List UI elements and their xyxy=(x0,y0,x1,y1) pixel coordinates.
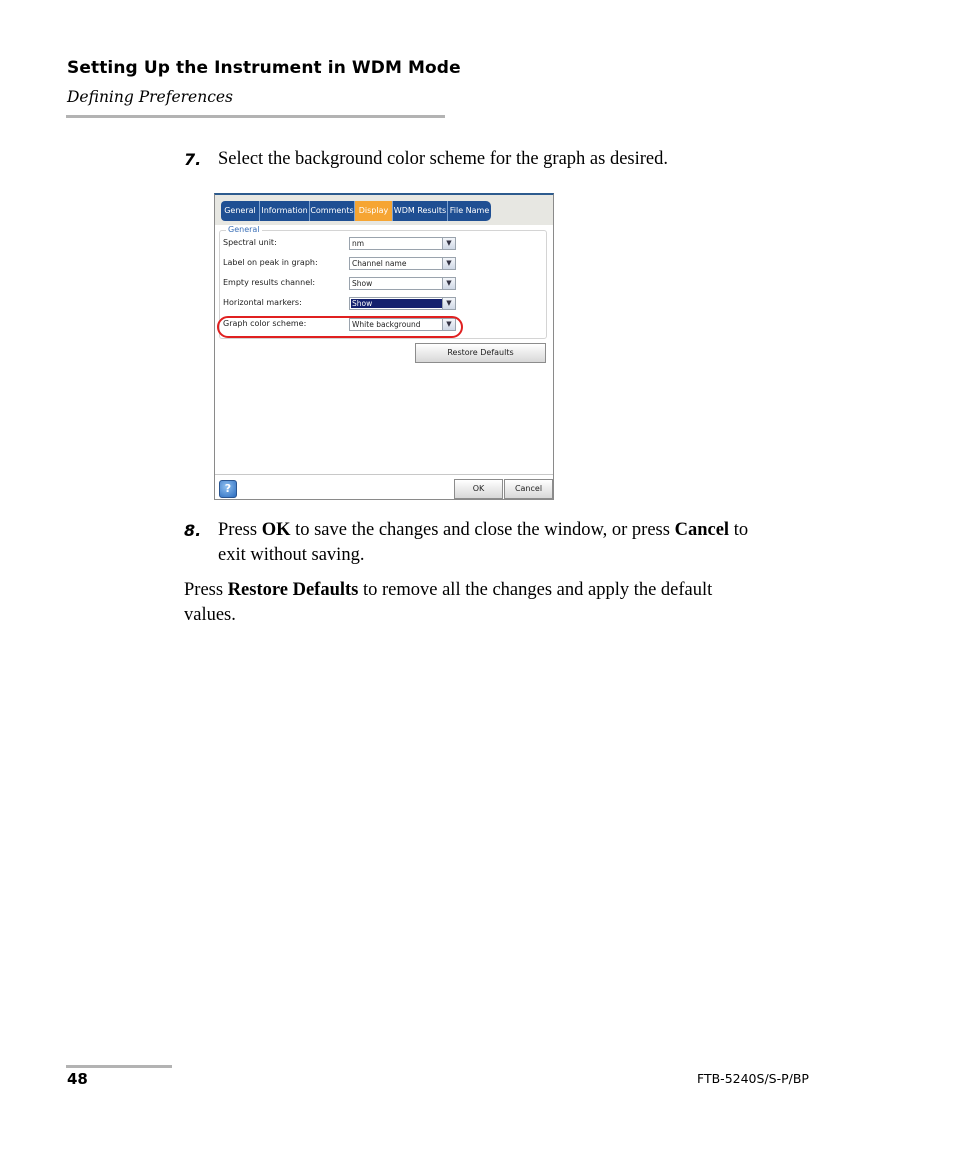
note-text-1: Press xyxy=(184,580,228,600)
chevron-down-icon[interactable]: ▼ xyxy=(442,319,455,330)
step-8-text-3: to xyxy=(729,520,749,540)
step-8-text-2: to save the changes and close the window, or press xyxy=(290,520,675,540)
footer-divider xyxy=(66,1065,172,1068)
red-highlight-oval xyxy=(217,316,463,338)
step-8-text xyxy=(218,518,838,567)
ok-button[interactable]: OK xyxy=(454,479,503,499)
horizontal-markers-value: Show xyxy=(352,299,373,308)
ok-emphasis: OK xyxy=(261,520,291,540)
cancel-button[interactable]: Cancel xyxy=(504,479,553,499)
chevron-down-icon[interactable]: ▼ xyxy=(442,298,455,309)
tab-information[interactable]: Information xyxy=(260,201,310,221)
step-8-number: 8. xyxy=(184,521,202,540)
step-8-text-4: exit without saving. xyxy=(218,544,365,565)
restore-defaults-emphasis: Restore Defaults xyxy=(227,580,359,600)
label-on-peak-value: Channel name xyxy=(352,259,407,268)
restore-defaults-note xyxy=(184,578,824,627)
step-7-text: Select the background color scheme for the graph as desired. xyxy=(218,149,668,169)
empty-results-channel-value: Show xyxy=(352,279,373,288)
header-divider xyxy=(66,115,445,118)
tab-display[interactable]: Display xyxy=(355,201,393,221)
tab-general[interactable]: General xyxy=(221,201,260,221)
preferences-dialog xyxy=(214,193,554,500)
tab-wdm-results[interactable]: WDM Results xyxy=(393,201,448,221)
chevron-down-icon[interactable]: ▼ xyxy=(442,258,455,269)
page-number: 48 xyxy=(67,1070,88,1088)
step-8-text-1: Press xyxy=(218,520,262,540)
horizontal-markers-label: Horizontal markers: xyxy=(223,298,302,307)
spectral-unit-label: Spectral unit: xyxy=(223,238,277,247)
help-icon[interactable]: ? xyxy=(219,480,237,498)
note-text-2: to remove all the changes and apply the default xyxy=(358,580,713,600)
tab-comments[interactable]: Comments xyxy=(310,201,355,221)
dialog-footer-divider xyxy=(215,474,553,475)
step-7-number: 7. xyxy=(184,150,202,169)
tab-file-name[interactable]: File Name xyxy=(448,201,491,221)
spectral-unit-select[interactable] xyxy=(349,237,456,250)
graph-color-scheme-label: Graph color scheme: xyxy=(223,319,307,328)
empty-results-channel-select[interactable] xyxy=(349,277,456,290)
chevron-down-icon[interactable]: ▼ xyxy=(442,238,455,249)
graph-color-scheme-value: White background xyxy=(352,320,421,329)
restore-defaults-button[interactable]: Restore Defaults xyxy=(415,343,546,363)
section-title: Setting Up the Instrument in WDM Mode xyxy=(67,58,461,78)
cancel-emphasis: Cancel xyxy=(674,520,730,540)
label-on-peak-select[interactable] xyxy=(349,257,456,270)
note-text-3: values. xyxy=(184,604,236,625)
section-subtitle: Defining Preferences xyxy=(67,88,234,106)
tab-bar xyxy=(215,195,553,225)
document-code: FTB-5240S/S-P/BP xyxy=(697,1071,809,1086)
spectral-unit-value: nm xyxy=(352,239,365,248)
chevron-down-icon[interactable]: ▼ xyxy=(442,278,455,289)
horizontal-markers-select[interactable] xyxy=(349,297,456,310)
label-on-peak-label: Label on peak in graph: xyxy=(223,258,318,267)
group-label: General xyxy=(228,225,260,234)
empty-results-channel-label: Empty results channel: xyxy=(223,278,316,287)
